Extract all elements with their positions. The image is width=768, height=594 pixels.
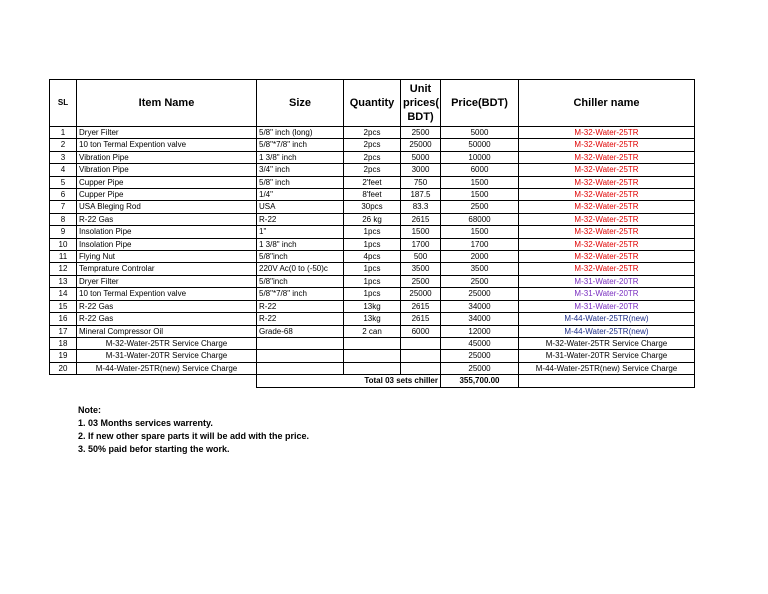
note-line: 2. If new other spare parts it will be add with the price. xyxy=(78,431,310,441)
cell-size: 3/4" inch xyxy=(257,164,344,176)
service-rows xyxy=(50,337,695,374)
cell-item-name: Dryer Filter xyxy=(77,127,257,139)
cell-chiller-name: M-32-Water-25TR xyxy=(519,139,695,151)
cell-sl: 3 xyxy=(50,151,77,163)
cell-size: Grade-68 xyxy=(257,325,344,337)
cell-size: 1 3/8" inch xyxy=(257,238,344,250)
cell-unit-price: 83.3 xyxy=(401,201,441,213)
table-row xyxy=(50,325,695,337)
table-row xyxy=(50,313,695,325)
header-unit-price-line2: prices( xyxy=(403,97,440,109)
cell-item-name: Vibration Pipe xyxy=(77,164,257,176)
cell-service-name: M-32-Water-25TR Service Charge xyxy=(77,337,257,349)
cell-quantity: 2pcs xyxy=(344,127,401,139)
cell-size: 5/8"inch xyxy=(257,275,344,287)
note-line: 3. 50% paid befor starting the work. xyxy=(78,444,230,454)
table-row xyxy=(50,263,695,275)
cell-quantity: 1pcs xyxy=(344,263,401,275)
cell-quantity: 30pcs xyxy=(344,201,401,213)
header-unit-price-line1: Unit xyxy=(409,83,432,95)
cell-price: 3500 xyxy=(441,263,519,275)
cell-item-name: R-22 Gas xyxy=(77,313,257,325)
cell-unit-price xyxy=(401,350,441,362)
cell-size: 220V Ac(0 to (-50)c xyxy=(257,263,344,275)
header-sl: SL xyxy=(50,80,77,127)
cell-size: 5/8"inch xyxy=(257,251,344,263)
table-row xyxy=(50,226,695,238)
cell-sl: 9 xyxy=(50,226,77,238)
cell-chiller-name: M-32-Water-25TR xyxy=(519,189,695,201)
cell-chiller-name: M-32-Water-25TR xyxy=(519,251,695,263)
cell-sl: 7 xyxy=(50,201,77,213)
cell-sl: 20 xyxy=(50,362,77,374)
cell-size: 1" xyxy=(257,226,344,238)
cell-item-name: Insolation Pipe xyxy=(77,238,257,250)
cell-size: 1 3/8" inch xyxy=(257,151,344,163)
total-empty-cell xyxy=(519,375,695,387)
header-price: Price(BDT) xyxy=(441,80,519,127)
table-row xyxy=(50,238,695,250)
cell-price: 10000 xyxy=(441,151,519,163)
cell-service-name: M-44-Water-25TR(new) Service Charge xyxy=(77,362,257,374)
cell-chiller-name: M-31-Water-20TR xyxy=(519,275,695,287)
cell-sl: 8 xyxy=(50,213,77,225)
cell-quantity xyxy=(344,362,401,374)
cell-chiller-name: M-32-Water-25TR xyxy=(519,263,695,275)
cell-chiller-name: M-44-Water-25TR(new) xyxy=(519,325,695,337)
cell-sl: 6 xyxy=(50,189,77,201)
cell-item-name: 10 ton Termal Expention valve xyxy=(77,288,257,300)
cell-size: USA xyxy=(257,201,344,213)
header-item-name: Item Name xyxy=(77,80,257,127)
cell-unit-price: 2500 xyxy=(401,275,441,287)
total-label: Total 03 sets chiller xyxy=(257,375,441,387)
table-row xyxy=(50,251,695,263)
cell-price: 12000 xyxy=(441,325,519,337)
cell-sl: 5 xyxy=(50,176,77,188)
cell-unit-price: 5000 xyxy=(401,151,441,163)
cell-item-name: Dryer Filter xyxy=(77,275,257,287)
header-quantity: Quantity xyxy=(344,80,401,127)
cell-quantity xyxy=(344,350,401,362)
cell-chiller-name: M-32-Water-25TR xyxy=(519,238,695,250)
cell-price: 5000 xyxy=(441,127,519,139)
table-row xyxy=(50,151,695,163)
table-row xyxy=(50,164,695,176)
header-unit-price xyxy=(401,80,441,127)
header-chiller-name: Chiller name xyxy=(519,80,695,127)
cell-price: 68000 xyxy=(441,213,519,225)
cell-item-name: Flying Nut xyxy=(77,251,257,263)
cell-unit-price: 3000 xyxy=(401,164,441,176)
cell-chiller-name: M-32-Water-25TR xyxy=(519,201,695,213)
cell-price: 2000 xyxy=(441,251,519,263)
cell-price: 50000 xyxy=(441,139,519,151)
cell-chiller-name: M-31-Water-20TR xyxy=(519,300,695,312)
cell-size: 5/8" inch xyxy=(257,176,344,188)
cell-item-name: Insolation Pipe xyxy=(77,226,257,238)
cell-quantity: 1pcs xyxy=(344,226,401,238)
cell-price: 1500 xyxy=(441,176,519,188)
cell-sl: 14 xyxy=(50,288,77,300)
cell-price: 34000 xyxy=(441,313,519,325)
cell-unit-price: 1700 xyxy=(401,238,441,250)
cell-unit-price: 2500 xyxy=(401,127,441,139)
cell-unit-price: 6000 xyxy=(401,325,441,337)
notes-block xyxy=(78,404,309,456)
cell-item-name: Temprature Controlar xyxy=(77,263,257,275)
cell-chiller-name: M-32-Water-25TR xyxy=(519,127,695,139)
cell-unit-price: 25000 xyxy=(401,288,441,300)
cell-sl: 13 xyxy=(50,275,77,287)
quotation-table xyxy=(49,79,695,388)
cell-price: 6000 xyxy=(441,164,519,176)
cell-price: 45000 xyxy=(441,337,519,349)
cell-unit-price: 3500 xyxy=(401,263,441,275)
cell-chiller-name: M-31-Water-20TR xyxy=(519,288,695,300)
cell-quantity: 13kg xyxy=(344,313,401,325)
total-value: 355,700.00 xyxy=(441,375,519,387)
cell-quantity: 2pcs xyxy=(344,139,401,151)
cell-quantity: 8'feet xyxy=(344,189,401,201)
cell-item-name: 10 ton Termal Expention valve xyxy=(77,139,257,151)
cell-item-name: Cupper Pipe xyxy=(77,189,257,201)
cell-price: 1500 xyxy=(441,226,519,238)
table-row xyxy=(50,127,695,139)
service-row xyxy=(50,362,695,374)
cell-price: 25000 xyxy=(441,288,519,300)
cell-unit-price xyxy=(401,337,441,349)
cell-unit-price: 187.5 xyxy=(401,189,441,201)
cell-sl: 12 xyxy=(50,263,77,275)
cell-sl: 1 xyxy=(50,127,77,139)
cell-sl: 4 xyxy=(50,164,77,176)
cell-item-name: R-22 Gas xyxy=(77,213,257,225)
cell-quantity xyxy=(344,337,401,349)
cell-price: 25000 xyxy=(441,362,519,374)
cell-chiller-name: M-44-Water-25TR(new) xyxy=(519,313,695,325)
cell-quantity: 4pcs xyxy=(344,251,401,263)
table-row xyxy=(50,275,695,287)
cell-size: 5/8" inch (long) xyxy=(257,127,344,139)
cell-unit-price: 2615 xyxy=(401,313,441,325)
cell-chiller-name: M-32-Water-25TR xyxy=(519,226,695,238)
table-row xyxy=(50,213,695,225)
cell-sl: 19 xyxy=(50,350,77,362)
cell-quantity: 1pcs xyxy=(344,275,401,287)
cell-price: 1500 xyxy=(441,189,519,201)
cell-price: 1700 xyxy=(441,238,519,250)
cell-unit-price xyxy=(401,362,441,374)
cell-chiller-name: M-32-Water-25TR xyxy=(519,164,695,176)
cell-chiller-name: M-32-Water-25TR xyxy=(519,213,695,225)
cell-quantity: 2 can xyxy=(344,325,401,337)
cell-quantity: 1pcs xyxy=(344,238,401,250)
header-row xyxy=(50,80,695,127)
cell-quantity: 1pcs xyxy=(344,288,401,300)
cell-size: R-22 xyxy=(257,300,344,312)
total-spacer xyxy=(50,375,77,387)
cell-chiller-name: M-32-Water-25TR Service Charge xyxy=(519,337,695,349)
cell-unit-price: 500 xyxy=(401,251,441,263)
cell-size: 5/8"*7/8" inch xyxy=(257,288,344,300)
cell-size: R-22 xyxy=(257,213,344,225)
cell-quantity: 26 kg xyxy=(344,213,401,225)
cell-chiller-name: M-32-Water-25TR xyxy=(519,176,695,188)
cell-unit-price: 2615 xyxy=(401,300,441,312)
table-row xyxy=(50,139,695,151)
table-row xyxy=(50,201,695,213)
header-unit-price-line3: BDT) xyxy=(407,111,434,123)
cell-size xyxy=(257,362,344,374)
cell-sl: 16 xyxy=(50,313,77,325)
cell-service-name: M-31-Water-20TR Service Charge xyxy=(77,350,257,362)
cell-quantity: 13kg xyxy=(344,300,401,312)
total-row xyxy=(50,375,695,387)
service-row xyxy=(50,350,695,362)
total-spacer xyxy=(77,375,257,387)
table-row xyxy=(50,300,695,312)
cell-quantity: 2'feet xyxy=(344,176,401,188)
cell-sl: 17 xyxy=(50,325,77,337)
cell-unit-price: 1500 xyxy=(401,226,441,238)
cell-price: 25000 xyxy=(441,350,519,362)
header-size: Size xyxy=(257,80,344,127)
cell-item-name: Vibration Pipe xyxy=(77,151,257,163)
cell-size: 1/4" xyxy=(257,189,344,201)
cell-unit-price: 750 xyxy=(401,176,441,188)
cell-size: R-22 xyxy=(257,313,344,325)
cell-unit-price: 25000 xyxy=(401,139,441,151)
cell-quantity: 2pcs xyxy=(344,151,401,163)
cell-sl: 2 xyxy=(50,139,77,151)
table-row xyxy=(50,189,695,201)
cell-quantity: 2pcs xyxy=(344,164,401,176)
cell-sl: 18 xyxy=(50,337,77,349)
service-row xyxy=(50,337,695,349)
cell-item-name: Cupper Pipe xyxy=(77,176,257,188)
note-line: 1. 03 Months services warrenty. xyxy=(78,418,213,428)
notes-title: Note: xyxy=(78,405,101,415)
cell-chiller-name: M-32-Water-25TR xyxy=(519,151,695,163)
cell-item-name: R-22 Gas xyxy=(77,300,257,312)
cell-price: 2500 xyxy=(441,275,519,287)
cell-size xyxy=(257,350,344,362)
table-row xyxy=(50,288,695,300)
cell-item-name: USA Bleging Rod xyxy=(77,201,257,213)
cell-sl: 15 xyxy=(50,300,77,312)
cell-price: 2500 xyxy=(441,201,519,213)
cell-size: 5/8"*7/8" inch xyxy=(257,139,344,151)
cell-chiller-name: M-44-Water-25TR(new) Service Charge xyxy=(519,362,695,374)
item-rows xyxy=(50,127,695,338)
cell-price: 34000 xyxy=(441,300,519,312)
cell-unit-price: 2615 xyxy=(401,213,441,225)
table-row xyxy=(50,176,695,188)
cell-sl: 10 xyxy=(50,238,77,250)
cell-sl: 11 xyxy=(50,251,77,263)
cell-item-name: Mineral Compressor Oil xyxy=(77,325,257,337)
cell-size xyxy=(257,337,344,349)
cell-chiller-name: M-31-Water-20TR Service Charge xyxy=(519,350,695,362)
